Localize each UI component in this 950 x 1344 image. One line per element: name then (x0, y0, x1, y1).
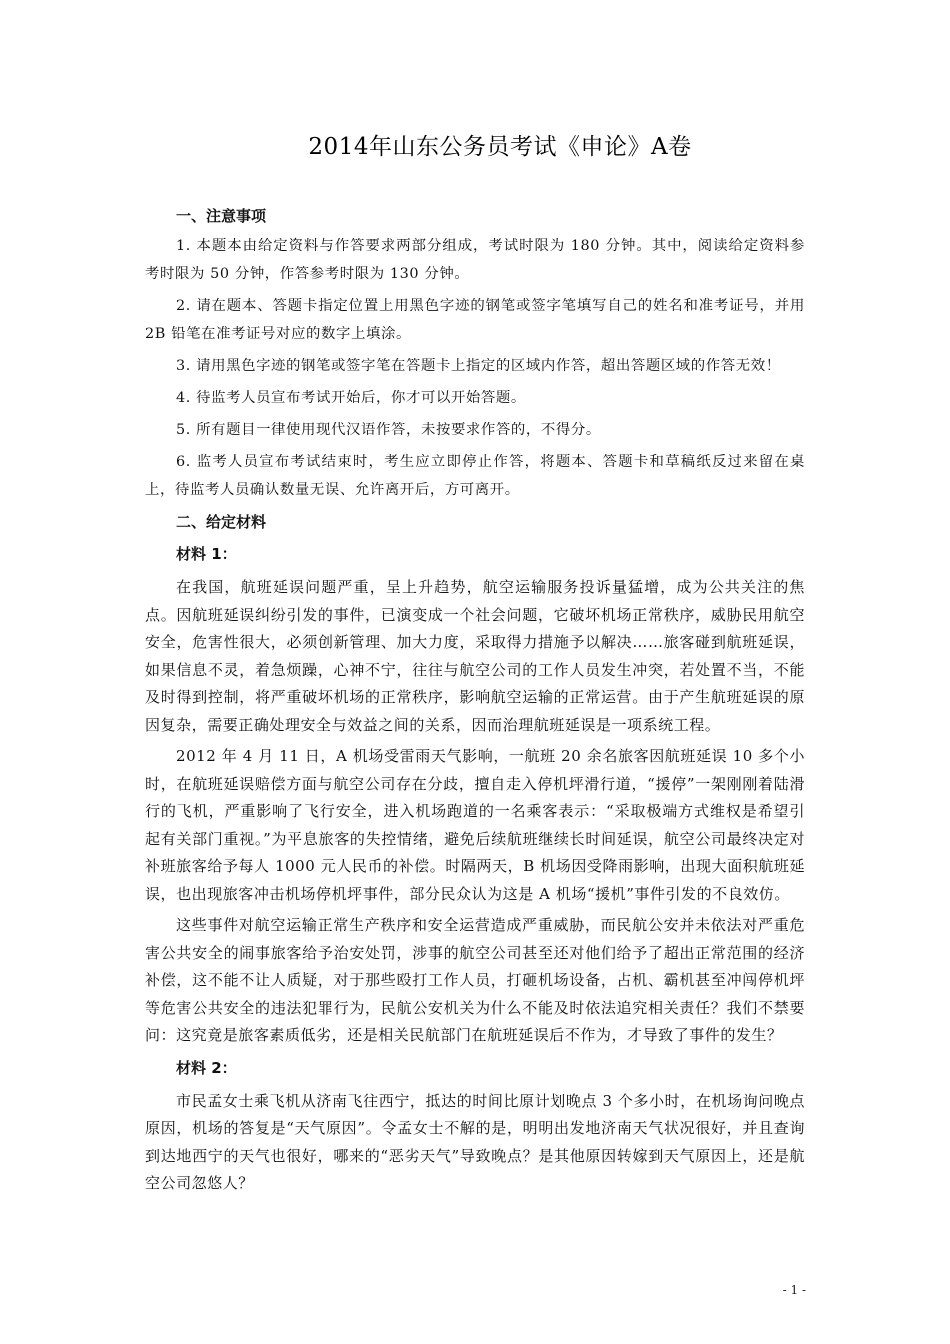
section-heading-materials: 二、给定材料 (176, 513, 267, 531)
notice-item-3: 3. 请用黑色字迹的钢笔或签字笔在答题卡上指定的区域内作答，超出答题区域的作答无效！ (176, 358, 781, 374)
notice-item-6: 6. 监考人员宣布考试结束时，考生应立即停止作答，将题本、答题卡和草稿纸反过来留在桌上，待监考人员确认数量无误、允许离开后，方可离开。 (145, 454, 805, 498)
document-body (145, 202, 805, 1198)
notice-item-5: 5. 所有题目一律使用现代汉语作答，未按要求作答的，不得分。 (176, 422, 601, 438)
notice-item-1: 1. 本题本由给定资料与作答要求两部分组成，考试时限为 180 分钟。其中，阅读给定资料参考时限为 50 分钟，作答参考时限为 130 分钟。 (145, 238, 805, 282)
section-heading-notes: 一、注意事项 (176, 207, 267, 225)
notice-item-2: 2. 请在题本、答题卡指定位置上用黑色字迹的钢笔或签字笔填写自己的姓名和准考证号，并用 2B 铅笔在准考证号对应的数字上填涂。 (145, 298, 805, 342)
notice-item-4: 4. 待监考人员宣布考试开始后，你才可以开始答题。 (176, 390, 526, 406)
material-2-label: 材料 2： (176, 1058, 237, 1077)
material-1-paragraph-3: 这些事件对航空运输正常生产秩序和安全运营造成严重威胁，而民航公安并未依法对严重危害公共安全的闹事旅客给予治安处罚，涉事的航空公司甚至还对他们给予了超出正常范围的经济补偿，这不能不让人质疑，对于那些殴打工作人员，打砸机场设备，占机、霸机甚至冲闯停机坪等危害公共安全的违法犯罪行为，民航公安机关为什么不能及时依法追究相关责任？我们不禁要问：这究竟是旅客素质低劣，还是相关民航部门在航班延误后不作为，才导致了事件的发生？ (145, 916, 805, 1044)
material-1-paragraph-1: 在我国，航班延误问题严重，呈上升趋势，航空运输服务投诉量猛增，成为公共关注的焦点。因航班延误纠纷引发的事件，已演变成一个社会问题，它破坏机场正常秩序，威胁民用航空安全，危害性很大，必须创新管理、加大力度，采取得力措施予以解决……旅客碰到航班延误，如果信息不灵，着急烦躁，心神不宁，往往与航空公司的工作人员发生冲突，若处置不当，不能及时得到控制，将严重破坏机场的正常秩序，影响航空运输的正常运营。由于产生航班延误的原因复杂，需要正确处理安全与效益之间的关系，因而治理航班延误是一项系统工程。 (145, 578, 805, 734)
page-number: - 1 - (782, 1283, 806, 1297)
material-2-paragraph-1: 市民孟女士乘飞机从济南飞往西宁，抵达的时间比原计划晚点 3 个多小时，在机场询问晚点原因，机场的答复是“天气原因”。令孟女士不解的是，明明出发地济南天气状况很好，并且查询到达地西宁的天气也很好，哪来的“恶劣天气”导致晚点？是其他原因转嫁到天气原因上，还是航空公司忽悠人？ (145, 1091, 805, 1192)
page-title: 2014年山东公务员考试《申论》A卷 (308, 134, 692, 160)
material-1-label: 材料 1： (176, 545, 237, 563)
material-1-paragraph-2: 2012 年 4 月 11 日，A 机场受雷雨天气影响，一航班 20 余名旅客因航班延误 10 多个小时，在航班延误赔偿方面与航空公司存在分歧，擅自走入停机坪滑行道，“援停”一架刚刚着陆滑行的飞机，严重影响了飞行安全，进入机场跑道的一名乘客表示：“采取极端方式维权是希望引起有关部门重视。”为平息旅客的失控情绪，避免后续航班继续长时间延误，航空公司最终决定对补班旅客给予每人 1000 元人民币的补偿。时隔两天，B 机场因受降雨影响，出现大面积航班延误，也出现旅客冲击机场停机坪事件，部分民众认为这是 A 机场“援机”事件引发的不良效仿。 (145, 747, 805, 903)
